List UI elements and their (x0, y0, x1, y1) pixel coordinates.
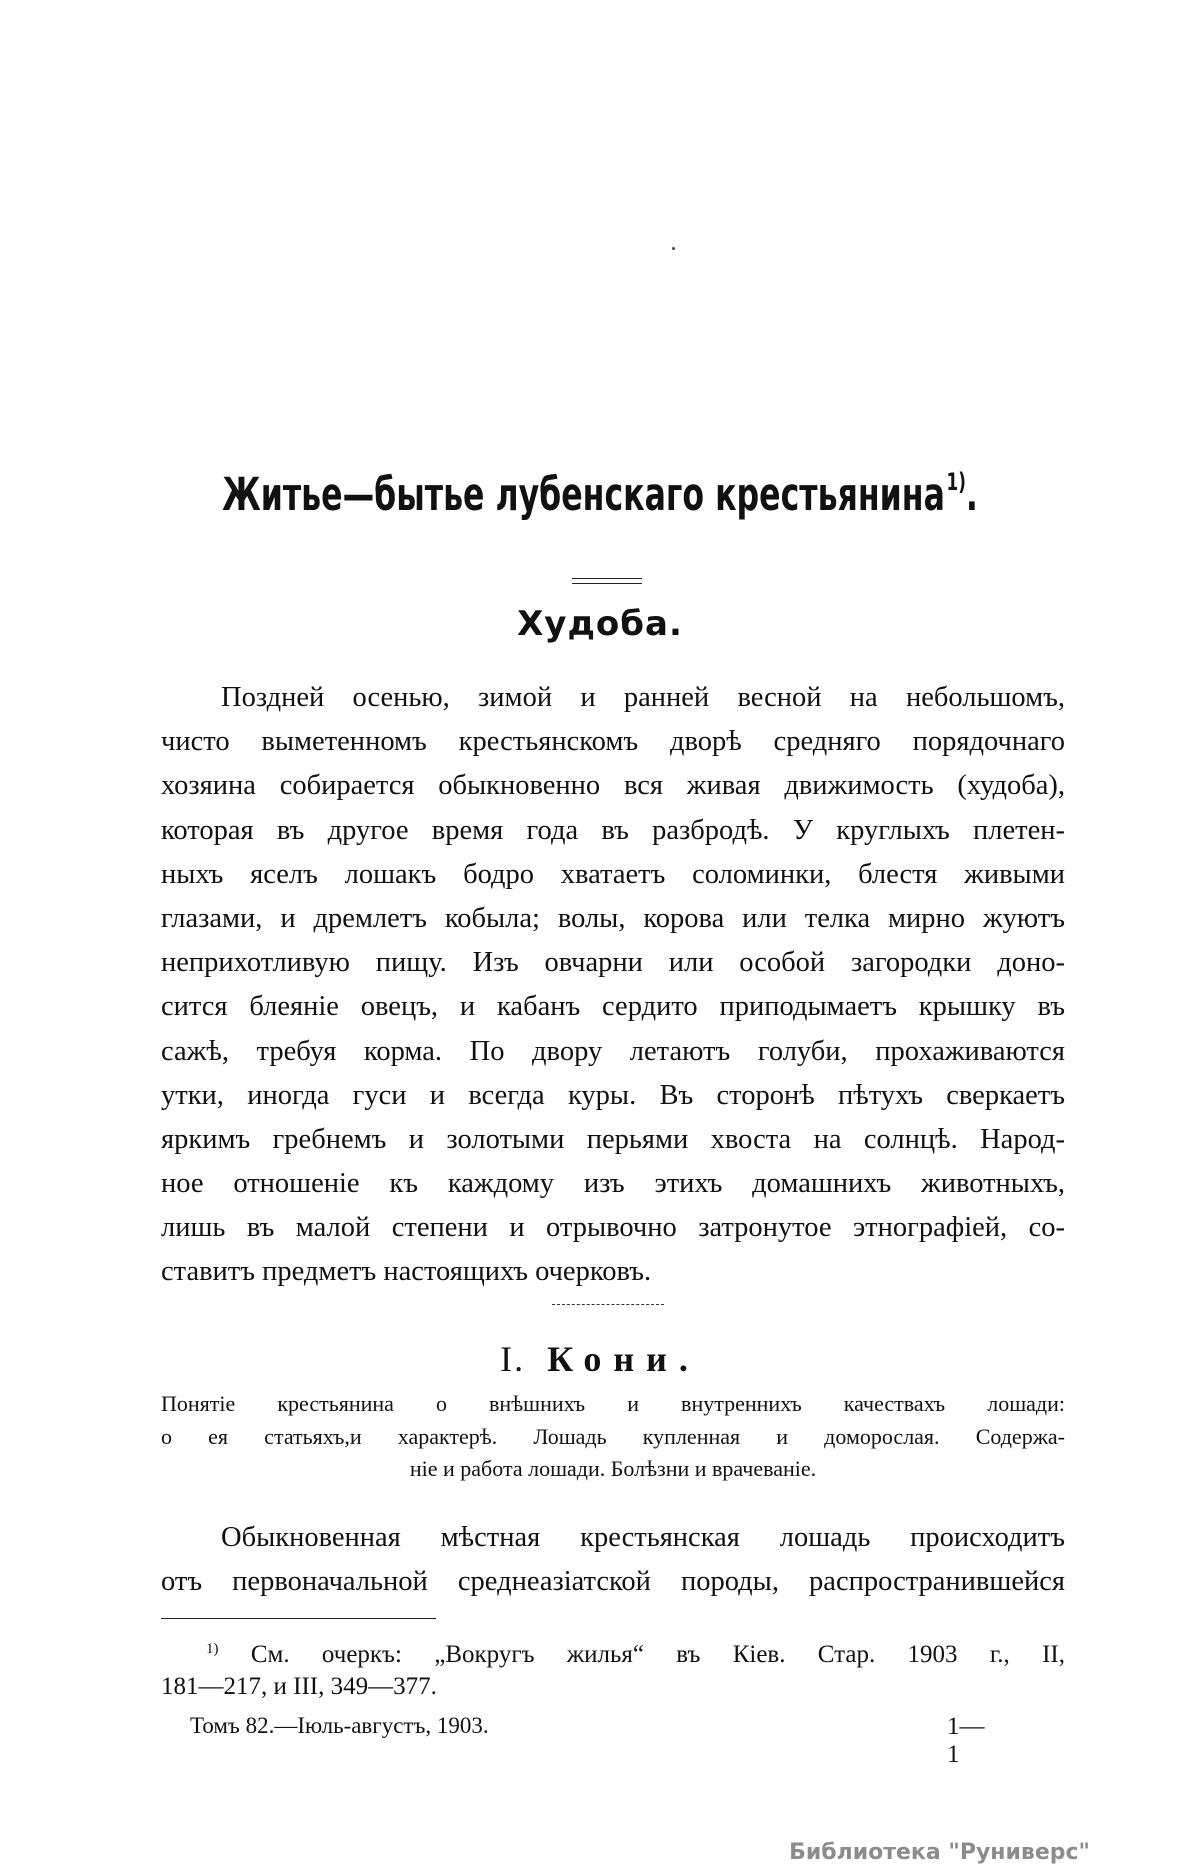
intro-line: лишь въ малой степени и отрывочно затронутое этнографіей, со- (161, 1212, 1065, 1244)
intro-line: утки, иногда гуси и всегда куры. Въ сторонѣ пѣтухъ сверкаетъ (161, 1079, 1065, 1111)
intro-line: сажѣ, требуя корма. По двору летаютъ голуби, прохаживаются (161, 1035, 1065, 1067)
intro-line: сится блеяніе овецъ, и кабанъ сердито приподымаетъ крышку въ (161, 991, 1065, 1023)
footnote-line-1 (161, 1630, 1065, 1668)
footnote-rule (161, 1618, 436, 1619)
footnote-line-2: 181—217, и III, 349—377. (161, 1673, 437, 1700)
intro-line: глазами, и дремлетъ кобыла; волы, корова или телка мирно жуютъ (161, 902, 1065, 934)
summary-line: Понятіе крестьянина о внѣшнихъ и внутреннихъ качествахъ лошади: (161, 1391, 1065, 1416)
title-divider-top (572, 578, 642, 579)
intro-line: хозяина собирается обыкновенно вся живая движимость (худоба), (161, 770, 1065, 802)
chapter-heading (0, 1338, 1200, 1380)
footnote-mark: 1) (206, 1641, 219, 1657)
article-title-text: Житье—бытье лубенскаго крестьянина (222, 468, 945, 521)
footnote-text-1: См. очеркъ: „Вокругъ жилья“ въ Кіев. Стар. 1903 г., II, (250, 1641, 1065, 1668)
ink-speck (672, 247, 675, 250)
chapter-line: Обыкновенная мѣстная крестьянская лошадь происходитъ (221, 1522, 1065, 1553)
chapter-summary (161, 1388, 1065, 1486)
chapter-line: отъ первоначальной среднеазіатской породы, распространившейся (161, 1566, 1065, 1598)
section-heading: Худоба. (517, 604, 683, 644)
intro-line: Поздней осенью, зимой и ранней весной на небольшомъ, (221, 682, 1065, 713)
footnote (161, 1630, 1065, 1706)
intro-line: ное отношеніе къ каждому изъ этихъ домашнихъ животныхъ, (161, 1168, 1065, 1200)
chapter-title: Кони. (547, 1339, 700, 1379)
footer-signature: 1—1 (947, 1713, 985, 1768)
title-footnote-mark: 1) (946, 468, 966, 496)
summary-line: о ея статьяхъ,и характерѣ. Лошадь купленная и доморослая. Содержа- (161, 1423, 1065, 1449)
intro-line: яркимъ гребнемъ и золотыми перьями хвоста на солнцѣ. Народ- (161, 1123, 1065, 1155)
footer-volume: Томъ 82.—Іюль-августъ, 1903. (190, 1713, 489, 1738)
library-watermark: Библиотека "Руниверс" (789, 1840, 1090, 1865)
chapter-paragraph (161, 1516, 1065, 1604)
title-divider-bottom (572, 583, 642, 584)
intro-line: неприхотливую пищу. Изъ овчарни или особой загородки доно- (161, 947, 1065, 979)
title-trailing-period: . (965, 468, 978, 521)
intro-line: чисто выметенномъ крестьянскомъ дворѣ средняго порядочнаго (161, 726, 1065, 758)
intro-line: которая въ другое время года въ разбродѣ. У круглыхъ плетен- (161, 814, 1065, 846)
intro-paragraph (161, 676, 1065, 1295)
page-footer (190, 1713, 990, 1768)
summary-line: ніе и работа лошади. Болѣзни и врачеваніе. (409, 1456, 817, 1482)
chapter-number: I. (500, 1339, 526, 1379)
article-title (132, 468, 1068, 521)
section-ornament-rule (552, 1304, 664, 1307)
intro-line: ныхъ яселъ лошакъ бодро хватаетъ соломинки, блестя живыми (161, 858, 1065, 890)
intro-line: ставитъ предметъ настоящихъ очерковъ. (161, 1256, 652, 1288)
